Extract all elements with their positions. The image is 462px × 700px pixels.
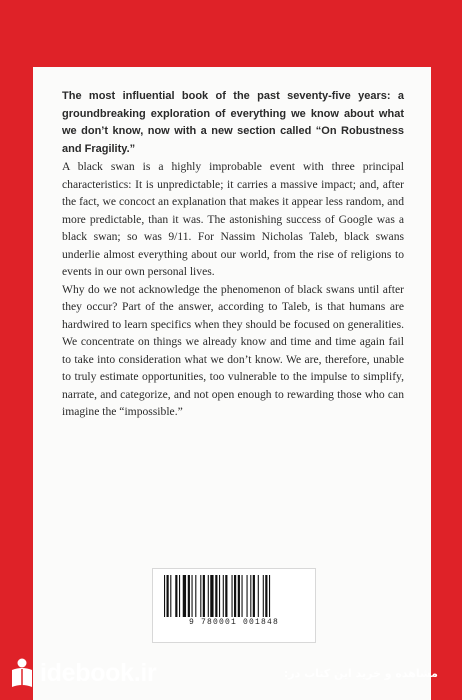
barcode-bar	[195, 575, 196, 617]
isbn-number: 9 780001 001848	[188, 618, 279, 627]
barcode-bar	[188, 575, 190, 617]
blurb-lead: The most influential book of the past seventy-five years: a groundbreaking exploration of everything we know about what we don’t know, now with a new section called “On Robustness and Fragility.”	[62, 90, 404, 155]
barcode-bar	[263, 575, 264, 617]
barcode-bar	[208, 575, 209, 617]
barcode-bar	[215, 575, 217, 617]
bookmark-figure-icon	[8, 657, 36, 689]
barcode-bar	[170, 575, 171, 617]
barcode-bar	[269, 575, 270, 617]
barcode-bar	[175, 575, 177, 617]
barcode-bar	[232, 575, 233, 617]
barcode-bar	[258, 575, 259, 617]
barcode-bar	[234, 575, 236, 617]
barcode-bars	[162, 575, 306, 617]
barcode-bar	[223, 575, 224, 617]
barcode-bar	[200, 575, 201, 617]
back-cover-blurb	[62, 88, 404, 421]
barcode-bar	[242, 575, 243, 617]
barcode-bar	[179, 575, 180, 617]
purchase-note: مشاهده و خرید این کتاب در:	[283, 666, 438, 680]
barcode-bar	[253, 575, 255, 617]
barcode-bar	[265, 575, 267, 617]
blurb-paragraph-1: A black swan is a highly improbable event with three principal characteristics: It is unpredictable; it carries a massive impact; and, after the fact, we concoct an explanation that makes it appear less random, and more predictable, than it was. The astonishing success of Google was a black swan; so was 9/11. For Nassim Nicholas Taleb, black swans underlie almost everything about our world, from the rise of religions to events in our own personal lives.	[62, 160, 404, 278]
barcode-bar	[167, 575, 169, 617]
barcode-bar	[210, 575, 213, 617]
barcode-bar	[247, 575, 248, 617]
barcode-bar	[183, 575, 186, 617]
barcode-bar	[203, 575, 205, 617]
site-watermark	[8, 655, 448, 691]
barcode-bar	[219, 575, 220, 617]
barcode-bar	[164, 575, 165, 617]
barcode-bar	[250, 575, 251, 617]
barcode-bar	[238, 575, 240, 617]
site-logo-text[interactable]: idebook.ir	[40, 658, 157, 687]
barcode-bar	[225, 575, 227, 617]
isbn-barcode	[152, 568, 316, 643]
barcode-bar	[192, 575, 193, 617]
blurb-paragraph-2: Why do we not acknowledge the phenomenon of black swans until after they occur? Part of the answer, according to Taleb, is that humans are hardwired to learn specifics when they should be focused on generalities. We concentrate on things we already know and time and time again fail to take into consideration what we don’t know. We are, therefore, unable to truly estimate opportunities, too vulnerable to the impulse to simplify, narrate, and categorize, and not open enough to rewarding those who can imagine the “impossible.”	[62, 282, 404, 418]
